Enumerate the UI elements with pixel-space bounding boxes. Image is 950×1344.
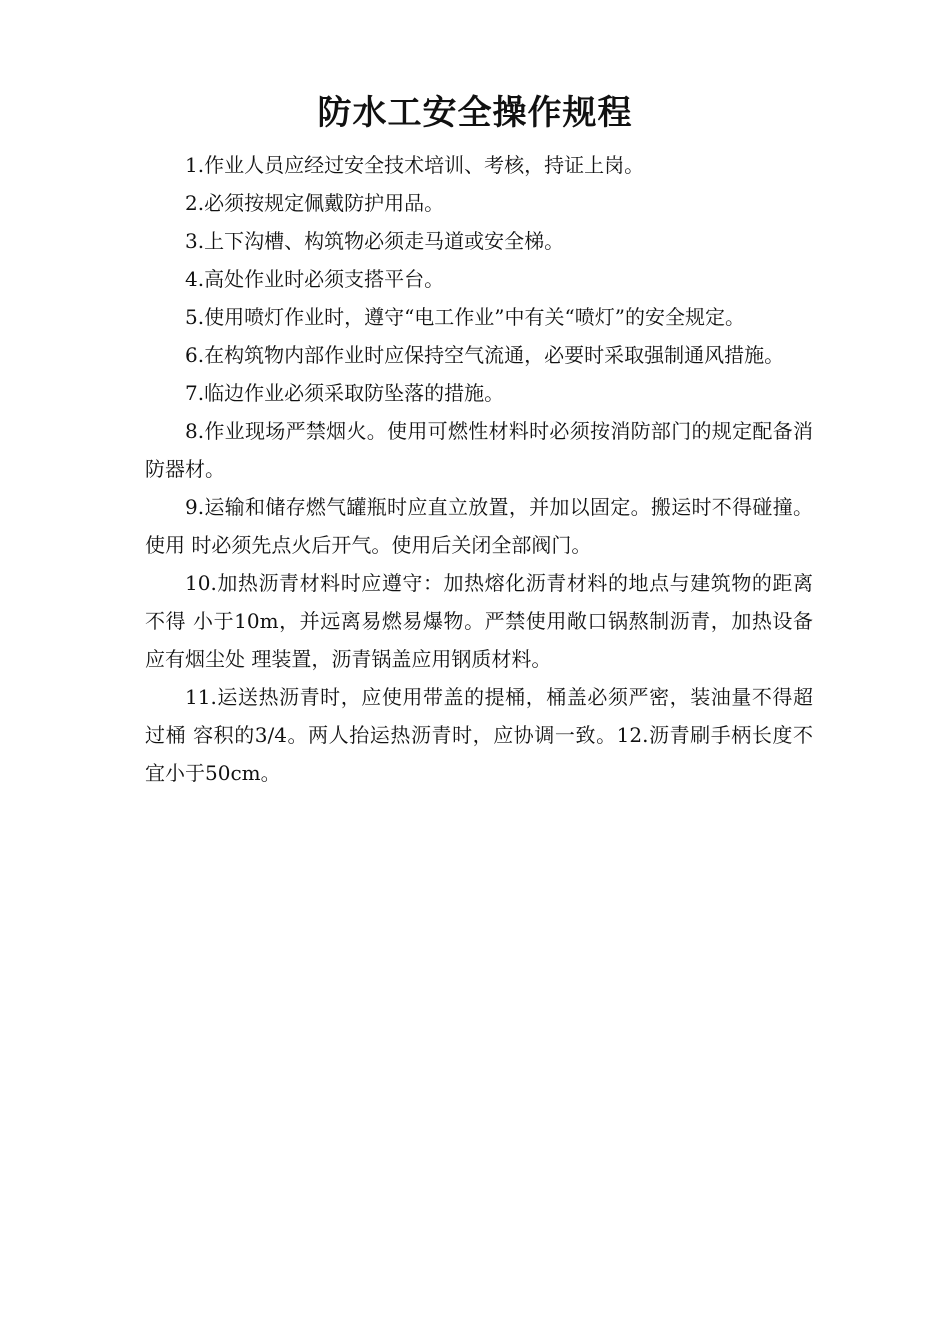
paragraph-2: 2.必须按规定佩戴防护用品。 xyxy=(185,191,445,215)
paragraph-5: 5.使用喷灯作业时，遵守“电工作业”中有关“喷灯”的安全规定。 xyxy=(185,305,745,329)
paragraph-6: 6.在构筑物内部作业时应保持空气流通，必要时采取强制通风措施。 xyxy=(185,343,785,367)
document-body xyxy=(145,146,813,792)
paragraph-4: 4.高处作业时必须支搭平台。 xyxy=(185,267,445,291)
paragraph-11: 11.运送热沥青时，应使用带盖的提桶，桶盖必须严密，装油量不得超过桶 容积的3/4。两人抬运热沥青时，应协调一致。12.沥青刷手柄长度不宜小于50cm。 xyxy=(145,685,813,785)
document-title: 防水工安全操作规程 xyxy=(317,93,633,133)
paragraph-3: 3.上下沟槽、构筑物必须走马道或安全梯。 xyxy=(185,229,565,253)
paragraph-8: 8.作业现场严禁烟火。使用可燃性材料时必须按消防部门的规定配备消防器材。 xyxy=(145,419,813,481)
paragraph-10: 10.加热沥青材料时应遵守：加热熔化沥青材料的地点与建筑物的距离不得 小于10m，并远离易燃易爆物。严禁使用敞口锅熬制沥青，加热设备应有烟尘处 理装置，沥青锅盖应用钢质材料。 xyxy=(145,571,813,671)
paragraph-1: 1.作业人员应经过安全技术培训、考核，持证上岗。 xyxy=(185,153,645,177)
paragraph-7: 7.临边作业必须采取防坠落的措施。 xyxy=(185,381,505,405)
paragraph-9: 9.运输和储存燃气罐瓶时应直立放置，并加以固定。搬运时不得碰撞。使用 时必须先点火后开气。使用后关闭全部阀门。 xyxy=(145,495,813,557)
